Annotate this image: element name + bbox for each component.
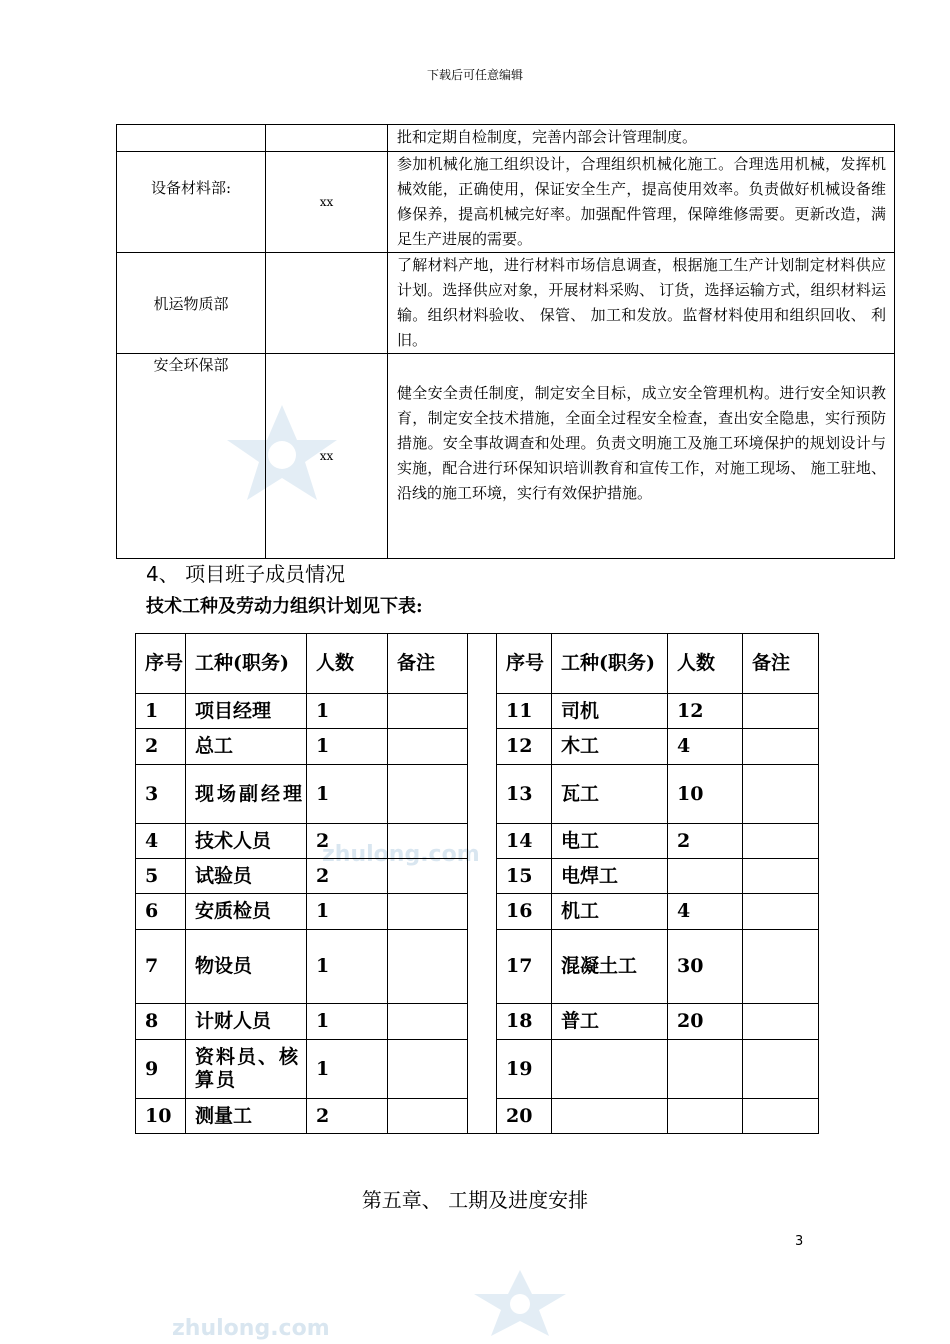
department-person: xx bbox=[266, 152, 388, 253]
department-duty: 健全安全责任制度，制定安全目标，成立安全管理机构。进行安全知识教育，制定安全技术措施，全面全过程安全检查，查出安全隐患，实行预防措施。安全事故调查和处理。负责文明施工及施工环境保护的规划设计与实施，配合进行环保知识培训教育和宣传工作，对施工现场、 施工驻地、 沿线的施工环境，实行有效保护措施。 bbox=[388, 354, 895, 559]
cell-job: 电焊工 bbox=[552, 859, 668, 894]
cell-seq: 9 bbox=[136, 1040, 186, 1099]
cell-seq: 4 bbox=[136, 824, 186, 859]
watermark-text-bottom: zhulong.com bbox=[172, 1316, 330, 1341]
page-number: 3 bbox=[795, 1234, 804, 1249]
cell-job: 安质检员 bbox=[186, 894, 307, 930]
cell-note bbox=[743, 894, 819, 930]
page-header: 下载后可任意编辑 bbox=[426, 68, 523, 82]
header-seq-left: 序号 bbox=[136, 634, 186, 694]
cell-seq: 17 bbox=[497, 930, 552, 1004]
cell-seq: 5 bbox=[136, 859, 186, 894]
cell-job: 电工 bbox=[552, 824, 668, 859]
cell-count: 2 bbox=[307, 1099, 388, 1134]
cell-count: 1 bbox=[307, 1004, 388, 1040]
cell-job: 司机 bbox=[552, 694, 668, 729]
cell-note bbox=[743, 765, 819, 824]
cell-seq: 18 bbox=[497, 1004, 552, 1040]
department-duty: 参加机械化施工组织设计，合理组织机械化施工。合理选用机械，发挥机械效能，正确使用，保证安全生产，提高使用效率。负责做好机械设备维修保养，提高机械完好率。加强配件管理，保障维修需要。更新改造，满足生产进展的需要。 bbox=[388, 152, 895, 253]
cell-note bbox=[388, 694, 468, 729]
table-header-row bbox=[136, 634, 819, 694]
cell-job: 普工 bbox=[552, 1004, 668, 1040]
cell-note bbox=[743, 694, 819, 729]
cell-job: 项目经理 bbox=[186, 694, 307, 729]
cell-seq: 15 bbox=[497, 859, 552, 894]
cell-seq: 8 bbox=[136, 1004, 186, 1040]
cell-count bbox=[668, 859, 743, 894]
cell-note bbox=[743, 1040, 819, 1099]
cell-note bbox=[743, 930, 819, 1004]
watermark-text-mid: zhulong.com bbox=[322, 842, 480, 867]
header-note-right: 备注 bbox=[743, 634, 819, 694]
cell-seq: 13 bbox=[497, 765, 552, 824]
table-gap-column bbox=[468, 634, 497, 1134]
cell-note bbox=[743, 1099, 819, 1134]
cell-seq: 6 bbox=[136, 894, 186, 930]
cell-note bbox=[743, 729, 819, 765]
cell-job: 瓦工 bbox=[552, 765, 668, 824]
cell-job: 物设员 bbox=[186, 930, 307, 1004]
cell-job: 总工 bbox=[186, 729, 307, 765]
cell-job: 试验员 bbox=[186, 859, 307, 894]
table-row bbox=[117, 253, 895, 354]
cell-seq: 7 bbox=[136, 930, 186, 1004]
labor-plan-table bbox=[135, 633, 819, 1134]
cell-seq: 19 bbox=[497, 1040, 552, 1099]
cell-count bbox=[668, 1099, 743, 1134]
cell-job: 资料员、核算员 bbox=[186, 1040, 307, 1099]
header-count-right: 人数 bbox=[668, 634, 743, 694]
cell-note bbox=[388, 1040, 468, 1099]
cell-count: 1 bbox=[307, 894, 388, 930]
cell-note bbox=[388, 824, 468, 859]
table-row bbox=[117, 125, 895, 152]
cell-job: 计财人员 bbox=[186, 1004, 307, 1040]
cell-count: 4 bbox=[668, 894, 743, 930]
header-seq-right: 序号 bbox=[497, 634, 552, 694]
cell-count: 12 bbox=[668, 694, 743, 729]
cell-seq: 20 bbox=[497, 1099, 552, 1134]
department-duty: 了解材料产地，进行材料市场信息调查，根据施工生产计划制定材料供应计划。选择供应对象，开展材料采购、 订货，选择运输方式，组织材料运输。组织材料验收、 保管、 加工和发放。监督材料使用和组织回收、 利旧。 bbox=[388, 253, 895, 354]
cell-count: 1 bbox=[307, 729, 388, 765]
department-person: xx bbox=[266, 354, 388, 559]
cell-note bbox=[743, 824, 819, 859]
cell-count: 4 bbox=[668, 729, 743, 765]
table-row bbox=[117, 152, 895, 253]
cell-seq: 14 bbox=[497, 824, 552, 859]
cell-note bbox=[743, 1004, 819, 1040]
cell-note bbox=[388, 859, 468, 894]
department-person bbox=[266, 253, 388, 354]
cell-note bbox=[388, 1099, 468, 1134]
cell-note bbox=[388, 930, 468, 1004]
cell-job bbox=[552, 1099, 668, 1134]
department-name: 设备材料部: bbox=[117, 152, 266, 253]
cell-count: 1 bbox=[307, 765, 388, 824]
department-name: 机运物质部 bbox=[117, 253, 266, 354]
cell-count: 20 bbox=[668, 1004, 743, 1040]
cell-count: 10 bbox=[668, 765, 743, 824]
section-title: 4、 项目班子成员情况 bbox=[146, 562, 346, 586]
department-duty-table bbox=[116, 124, 895, 559]
cell-seq: 12 bbox=[497, 729, 552, 765]
cell-note bbox=[388, 729, 468, 765]
section-subtitle: 技术工种及劳动力组织计划见下表: bbox=[146, 596, 423, 617]
cell-job: 测量工 bbox=[186, 1099, 307, 1134]
header-count-left: 人数 bbox=[307, 634, 388, 694]
cell-seq: 1 bbox=[136, 694, 186, 729]
watermark-logo-bottom-icon bbox=[470, 1268, 570, 1338]
department-name: 安全环保部 bbox=[117, 354, 266, 559]
cell-note bbox=[388, 894, 468, 930]
cell-count: 2 bbox=[307, 824, 388, 859]
cell-job: 机工 bbox=[552, 894, 668, 930]
header-job-right: 工种(职务) bbox=[552, 634, 668, 694]
cell-job: 木工 bbox=[552, 729, 668, 765]
cell-note bbox=[388, 1004, 468, 1040]
header-note-left: 备注 bbox=[388, 634, 468, 694]
cell-count: 1 bbox=[307, 694, 388, 729]
department-person bbox=[266, 125, 388, 152]
department-name bbox=[117, 125, 266, 152]
cell-count: 1 bbox=[307, 930, 388, 1004]
cell-note bbox=[743, 859, 819, 894]
cell-job: 技术人员 bbox=[186, 824, 307, 859]
cell-count bbox=[668, 1040, 743, 1099]
cell-job: 混凝土工 bbox=[552, 930, 668, 1004]
chapter-title: 第五章、 工期及进度安排 bbox=[361, 1188, 589, 1212]
cell-seq: 16 bbox=[497, 894, 552, 930]
cell-note bbox=[388, 765, 468, 824]
cell-count: 2 bbox=[307, 859, 388, 894]
cell-job: 现场副经理 bbox=[186, 765, 307, 824]
cell-seq: 3 bbox=[136, 765, 186, 824]
cell-seq: 2 bbox=[136, 729, 186, 765]
table-row bbox=[117, 354, 895, 559]
cell-seq: 11 bbox=[497, 694, 552, 729]
header-job-left: 工种(职务) bbox=[186, 634, 307, 694]
cell-seq: 10 bbox=[136, 1099, 186, 1134]
cell-count: 1 bbox=[307, 1040, 388, 1099]
cell-count: 2 bbox=[668, 824, 743, 859]
department-duty: 批和定期自检制度，完善内部会计管理制度。 bbox=[388, 125, 895, 152]
cell-count: 30 bbox=[668, 930, 743, 1004]
cell-job bbox=[552, 1040, 668, 1099]
